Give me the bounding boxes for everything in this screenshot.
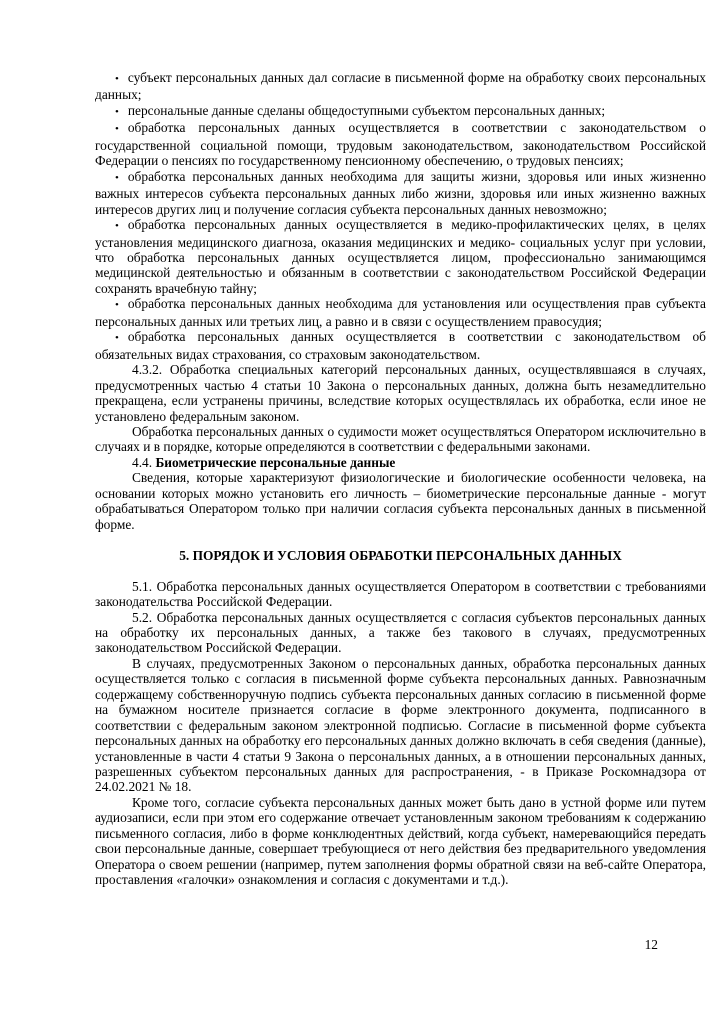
bullet-text: персональные данные сделаны общедоступными субъектом персональных данных; (127, 102, 606, 118)
subsection-heading (95, 455, 706, 470)
bullet-text: обработка персональных данных необходима для установления или осуществления прав субъекта персональных данных или третьих лиц, а равно и в связи с осуществлением правосудия; (95, 296, 706, 329)
section-heading: 5. ПОРЯДОК И УСЛОВИЯ ОБРАБОТКИ ПЕРСОНАЛЬНЫХ ДАННЫХ (179, 548, 622, 564)
bullet-text: субъект персональных данных дал согласие в письменной форме на обработку своих персональных данных; (95, 70, 706, 103)
bullet-text: обработка персональных данных необходима для защиты жизни, здоровья или иных жизненно важных интересов субъекта персональных данных либо жизни, здоровья или иных жизненно важных интересов других лиц и получение согласия субъекта персональных данных невозможно; (95, 168, 706, 217)
bullet-icon: • (115, 332, 119, 345)
bullet-icon: • (115, 105, 119, 118)
document-body (95, 70, 706, 888)
bullet-icon: • (115, 171, 119, 184)
bullet-icon: • (115, 123, 119, 136)
bullet-item (95, 70, 706, 103)
bullet-text: обработка персональных данных осуществляется в соответствии с законодательством о государственной социальной помощи, трудовым законодательством, законодательством Российской Федерации о пенсиях по государственному пенсионному обеспечению, о трудовых пенсиях; (95, 120, 706, 169)
paragraph: Обработка персональных данных о судимости может осуществляться Оператором исключительно в случаях и в порядке, которые определяются в соответствии с федеральными законами. (95, 423, 706, 455)
subsection-title: Биометрические персональные данные (155, 454, 396, 470)
bullet-item (95, 296, 706, 329)
paragraph: В случаях, предусмотренных Законом о персональных данных, обработка персональных данных осуществляется только с согласия в письменной форме субъекта персональных данных. Равнозначным содержащему собственноручную подпись субъекта персональных данных согласию в письменной форме на бумажном носителе признается согласие в форме электронного документа, подписанного в соответствии с федеральным законом электронной подписью. Согласие в письменной форме субъекта персональных данных на обработку его персональных данных должно включать в себя сведения (данные), установленные в части 4 статьи 9 Закона о персональных данных, а в отношении персональных данных, разрешенных субъектом персональных данных для распространения, - в Приказе Роскомнадзора от 24.02.2021 № 18. (95, 655, 706, 795)
bullet-item (95, 103, 706, 120)
bullet-item (95, 169, 706, 217)
bullet-icon: • (115, 73, 119, 85)
bullet-item (95, 120, 706, 168)
paragraph: Сведения, которые характеризуют физиологические и биологические особенности человека, на основании которых можно установить его личность – биометрические персональные данные - могут обрабатываться Оператором только при наличии согласия субъекта персональных данных в письменной форме. (95, 470, 706, 532)
page-number: 12 (644, 936, 658, 952)
bullet-icon: • (115, 220, 119, 233)
paragraph: 5.1. Обработка персональных данных осуществляется Оператором в соответствии с требованиями законодательства Российской Федерации. (95, 578, 706, 610)
subsection-number: 4.4. (132, 454, 156, 470)
bullet-icon: • (115, 299, 119, 312)
bullet-item (95, 329, 706, 362)
paragraph: Кроме того, согласие субъекта персональных данных может быть дано в устной форме или путем аудиозаписи, если при этом его содержание отвечает установленным законом требованиям к содержанию письменного согласия, либо в форме конклюдентных действий, когда субъект, намеревающийся передать свои персональные данные, совершает требующиеся от него действия без предварительного уведомления Оператора о своем решении (например, путем заполнения формы обратной связи на веб-сайте Оператора, проставления «галочки» ознакомления и согласия с документами и т.д.). (95, 794, 706, 888)
bullet-text: обработка персональных данных осуществляется в соответствии с законодательством об обязательных видах страхования, со страховым законодательством. (95, 329, 706, 362)
paragraph: 5.2. Обработка персональных данных осуществляется с согласия субъектов персональных данных на обработку их персональных данных, а также без такового в случаях, предусмотренных законодательством Российской Федерации. (95, 609, 706, 656)
paragraph: 4.3.2. Обработка специальных категорий персональных данных, осуществлявшаяся в случаях, предусмотренных частью 4 статьи 10 Закона о персональных данных, должна быть незамедлительно прекращена, если устранены причины, вследствие которых осуществлялась их обработка, если иное не установлено федеральным законом. (95, 362, 706, 424)
bullet-item (95, 217, 706, 296)
bullet-text: обработка персональных данных осуществляется в медико-профилактических целях, в целях установления медицинского диагноза, оказания медицинских и медико- социальных услуг при условии, что обработка персональных данных осуществляется лицом, профессионально занимающимся медицинской деятельностью и обязанным в соответствии с законодательством Российской Федерации сохранять врачебную тайну; (95, 217, 706, 296)
